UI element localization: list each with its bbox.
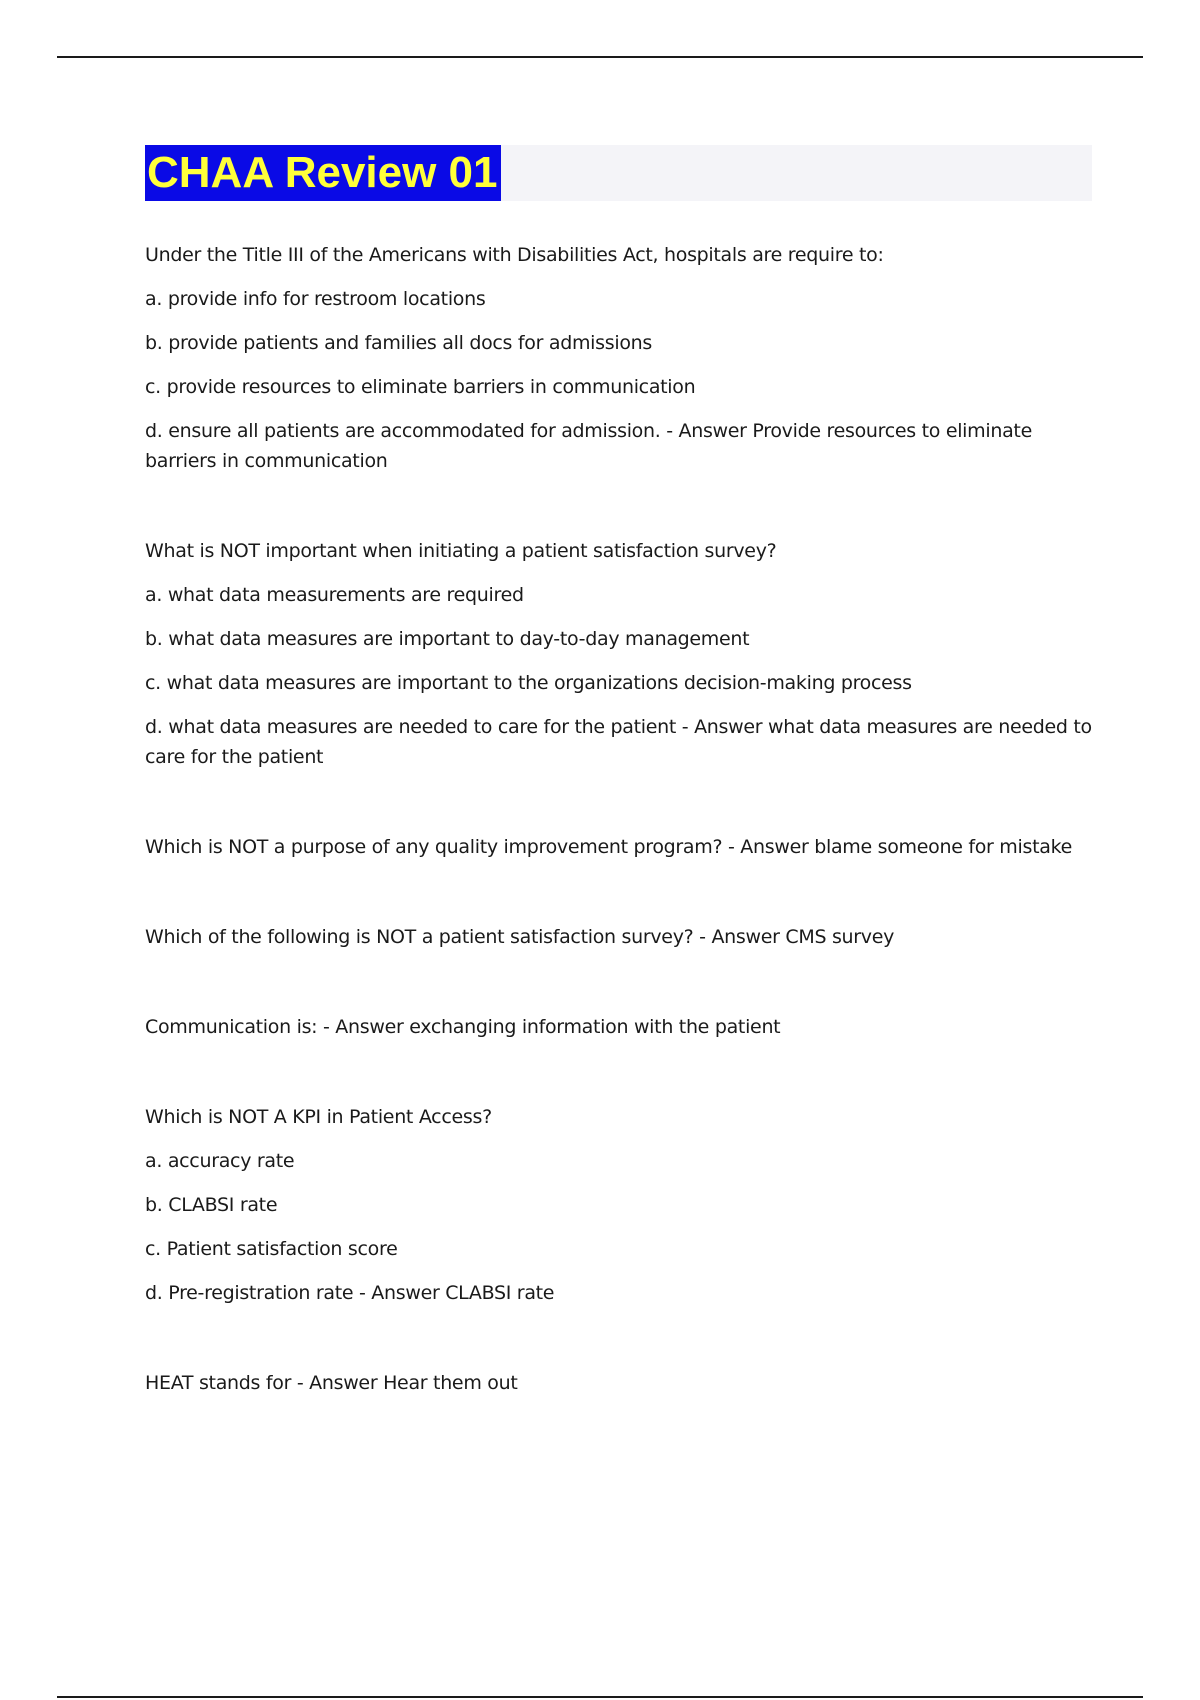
header-rule (57, 56, 1143, 58)
option-text: d. ensure all patients are accommodated for admission. - Answer Provide resources to eliminate barriers in communication (145, 420, 1032, 472)
option-text: c. Patient satisfaction score (145, 1238, 398, 1260)
question-text: HEAT stands for - Answer Hear them out (145, 1372, 518, 1394)
question-text: Under the Title III of the Americans with Disabilities Act, hospitals are require to: (145, 244, 884, 266)
footer-rule (57, 1696, 1143, 1698)
question-text: Communication is: - Answer exchanging information with the patient (145, 1016, 781, 1038)
option-text: d. Pre-registration rate - Answer CLABSI rate (145, 1282, 555, 1304)
question-text: Which is NOT a purpose of any quality improvement program? - Answer blame someone for mistake (145, 836, 1072, 858)
qa-item (145, 1368, 1095, 1398)
question-text: Which is NOT A KPI in Patient Access? (145, 1106, 492, 1128)
option-text: a. provide info for restroom locations (145, 288, 486, 310)
option-text: b. provide patients and families all docs for admissions (145, 332, 652, 354)
qa-item (145, 536, 1095, 772)
qa-item (145, 1012, 1095, 1042)
qa-item (145, 240, 1095, 476)
qa-item (145, 1102, 1095, 1308)
document-body (145, 240, 1095, 1458)
title-band (145, 145, 1092, 201)
option-text: a. accuracy rate (145, 1150, 295, 1172)
question-text: What is NOT important when initiating a patient satisfaction survey? (145, 540, 777, 562)
option-text: b. what data measures are important to day-to-day management (145, 628, 750, 650)
option-text: b. CLABSI rate (145, 1194, 278, 1216)
question-text: Which of the following is NOT a patient satisfaction survey? - Answer CMS survey (145, 926, 895, 948)
option-text: a. what data measurements are required (145, 584, 524, 606)
qa-item (145, 922, 1095, 952)
option-text: d. what data measures are needed to care for the patient - Answer what data measures are needed to care for the patient (145, 716, 1092, 768)
option-text: c. provide resources to eliminate barriers in communication (145, 376, 696, 398)
document-title: CHAA Review 01 (145, 145, 501, 201)
option-text: c. what data measures are important to the organizations decision-making process (145, 672, 912, 694)
qa-item (145, 832, 1095, 862)
